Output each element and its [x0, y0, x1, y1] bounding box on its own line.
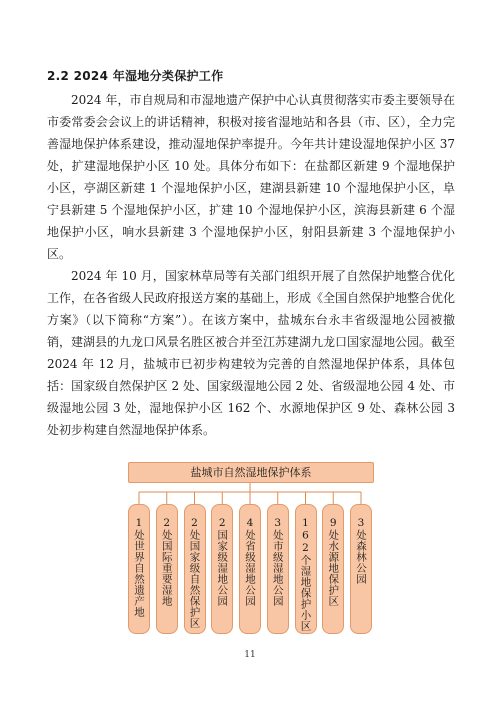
org-chart-child-4	[211, 504, 233, 634]
org-chart-child-label: 4处省级湿地公园	[244, 517, 256, 607]
paragraph-1-text: 2024 年，市自规局和市湿地遗产保护中心认真贯彻落实市委主要领导在市委常委会会议上的讲话精神，积极对接省湿地站和各县（市、区），全力完善湿地保护体系建设，推动湿地保护率提升。今年共计建设湿地保护小区 37 处，扩建湿地保护小区 10 处。具体分布如下：在盐都区新建 9 个湿地保护小区，亭湖区新建 1 个湿地保护小区，建湖县新建 10 个湿地保护小区，阜宁县新建 5 个湿地保护小区，扩建 10 个湿地保护小区，滨海县新建 6 个湿地保护小区，响水县新建 3 个湿地保护小区，射阳县新建 3 个湿地保护小区。	[47, 93, 455, 261]
org-chart-child-8	[322, 504, 344, 634]
org-chart-child-6	[267, 504, 289, 634]
org-chart-child-label: 2处国际重要湿地	[160, 517, 173, 607]
org-chart-child-label: 162个湿地保护小区	[299, 517, 312, 632]
org-chart-child-7	[295, 504, 317, 634]
org-chart-child-label: 2国家级湿地公园	[216, 517, 229, 607]
paragraph-2	[47, 265, 455, 441]
org-chart-child-5	[239, 504, 261, 634]
org-chart-child-label: 2处国家级自然保护区	[188, 517, 201, 629]
section-heading: 2.2 2024 年湿地分类保护工作	[47, 69, 224, 83]
org-chart-root: 盐城市自然湿地保护体系	[128, 462, 374, 483]
page-number: 11	[244, 650, 256, 660]
org-chart-child-label: 3处市级湿地公园	[271, 517, 284, 607]
org-chart-child-9	[350, 504, 372, 634]
org-chart-child-label: 3处森林公园	[355, 517, 367, 585]
org-chart-child-3	[184, 504, 206, 634]
paragraph-1	[47, 89, 455, 265]
org-chart-child-label: 9处水源地保护区	[327, 517, 340, 607]
org-chart-child-label: 1处世界自然遗产地	[133, 517, 145, 618]
org-chart-child-2	[156, 504, 178, 634]
paragraph-2-text: 2024 年 10 月，国家林草局等有关部门组织开展了自然保护地整合优化工作，在各省级人民政府报送方案的基础上，形成《全国自然保护地整合优化方案》（以下简称“方案”）。在该方案中，盐城东台永丰省级湿地公园被撤销，建湖县的九龙口风景名胜区被合并至江苏建湖九龙口国家湿地公园。截至 2024 年 12 月，盐城市已初步构建较为完善的自然湿地保护体系，具体包括：国家级自然保护区 2 处、国家级湿地公园 2 处、省级湿地公园 4 处、市级湿地公园 3 处，湿地保护小区 162 个、水源地保护区 9 处、森林公园 3 处初步构建自然湿地保护体系。	[47, 269, 456, 437]
org-chart-child-1	[128, 504, 150, 634]
